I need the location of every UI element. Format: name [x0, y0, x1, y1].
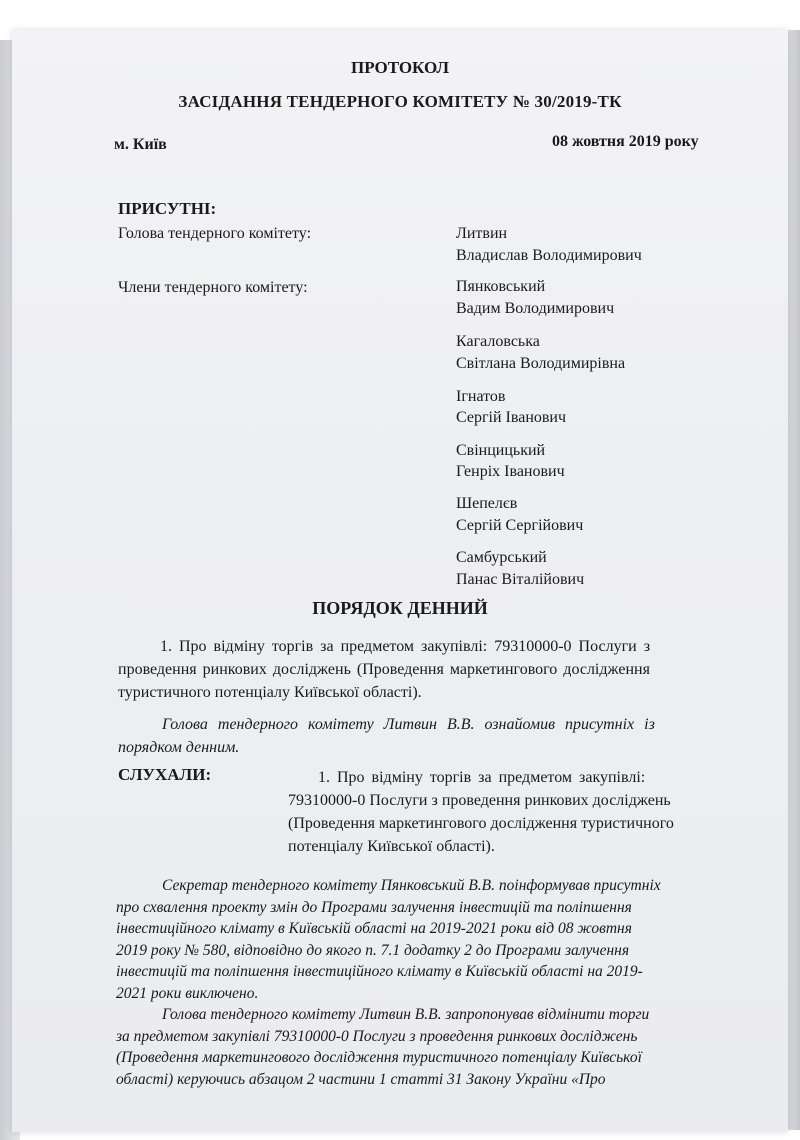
- chair-given-name: Владислав Володимирович: [456, 247, 642, 264]
- secretary-line: 2021 роки виключено.: [116, 984, 259, 1002]
- members-label: Члени тендерного комітету:: [118, 279, 308, 296]
- member-surname: Свінцицький: [456, 442, 546, 459]
- document-subtitle: ЗАСІДАННЯ ТЕНДЕРНОГО КОМІТЕТУ № 30/2019-ТК: [178, 92, 622, 111]
- secretary-line: інвестиційного клімату в Київській області на 2019-2021 роки від 08 жовтня: [116, 920, 632, 937]
- heard-line: потенціалу Київської області).: [288, 838, 495, 855]
- secretary-line: про схвалення проекту змін до Програми залучення інвестицій та поліпшення: [116, 898, 632, 916]
- present-heading: ПРИСУТНІ:: [118, 199, 217, 218]
- member-given-name: Сергій Іванович: [456, 409, 567, 426]
- agenda-item-line: 1. Про відміну торгів за предметом закупівлі: 79310000-0 Послуги з: [160, 638, 651, 655]
- document-date: 08 жовтня 2019 року: [552, 133, 699, 150]
- agenda-item-line: проведення ринкових досліджень (Проведення маркетингового дослідження: [118, 661, 650, 678]
- member-surname: Кагаловська: [456, 333, 540, 350]
- member-given-name: Панас Віталійович: [456, 571, 585, 588]
- member-surname: Шепелєв: [456, 495, 518, 512]
- heard-line: 1. Про відміну торгів за предметом закупівлі:: [318, 769, 646, 786]
- document-title: ПРОТОКОЛ: [350, 58, 449, 77]
- member-surname: Самбурський: [456, 549, 547, 566]
- secretary-paragraph: [116, 875, 761, 1004]
- chair-proposal-paragraph: [116, 1004, 761, 1090]
- member-given-name: Генріх Іванович: [456, 463, 565, 480]
- secretary-line: Секретар тендерного комітету Пянковський В.В. поінформував присутніх: [162, 877, 661, 894]
- agenda-item-1: [118, 635, 758, 704]
- chair-proposal-line: за предметом закупівлі 79310000-0 Послуги з проведення ринкових досліджень: [116, 1027, 638, 1045]
- member-given-name: Вадим Володимирович: [456, 300, 615, 317]
- member-given-name: Сергій Сергійович: [456, 517, 584, 534]
- heard-line: (Проведення маркетингового дослідження туристичного: [288, 815, 674, 832]
- heard-line: 79310000-0 Послуги з проведення ринкових досліджень: [288, 792, 671, 809]
- chair-label: Голова тендерного комітету:: [118, 225, 312, 242]
- heard-label: СЛУХАЛИ:: [118, 765, 212, 784]
- chair-proposal-line: області) керуючись абзацом 2 частини 1 статті 31 Закону України «Про: [116, 1070, 606, 1088]
- heard-text: [288, 766, 758, 858]
- secretary-line: 2019 року № 580, відповідно до якого п. 7.1 додатку 2 до Програми залучення: [116, 941, 630, 959]
- city: м. Київ: [114, 136, 167, 153]
- chair-proposal-line: (Проведення маркетингового дослідження туристичного потенціалу Київської: [116, 1049, 642, 1066]
- chair-proposal-line: Голова тендерного комітету Литвин В.В. запропонував відмінити торги: [162, 1006, 650, 1023]
- agenda-intro-line: Голова тендерного комітету Литвин В.В. ознайомив присутніх із: [162, 716, 655, 733]
- secretary-line: інвестицій та поліпшення інвестиційного клімату в Київській області на 2019-: [116, 963, 643, 980]
- agenda-intro: [118, 713, 758, 759]
- member-surname: Ігнатов: [456, 388, 506, 405]
- agenda-intro-line: порядком денним.: [118, 739, 240, 756]
- agenda-heading: ПОРЯДОК ДЕННИЙ: [312, 598, 488, 618]
- agenda-item-line: туристичного потенціалу Київської області).: [118, 684, 422, 701]
- member-surname: Пянковський: [456, 278, 546, 295]
- member-given-name: Світлана Володимирівна: [456, 355, 626, 372]
- chair-surname: Литвин: [456, 225, 508, 242]
